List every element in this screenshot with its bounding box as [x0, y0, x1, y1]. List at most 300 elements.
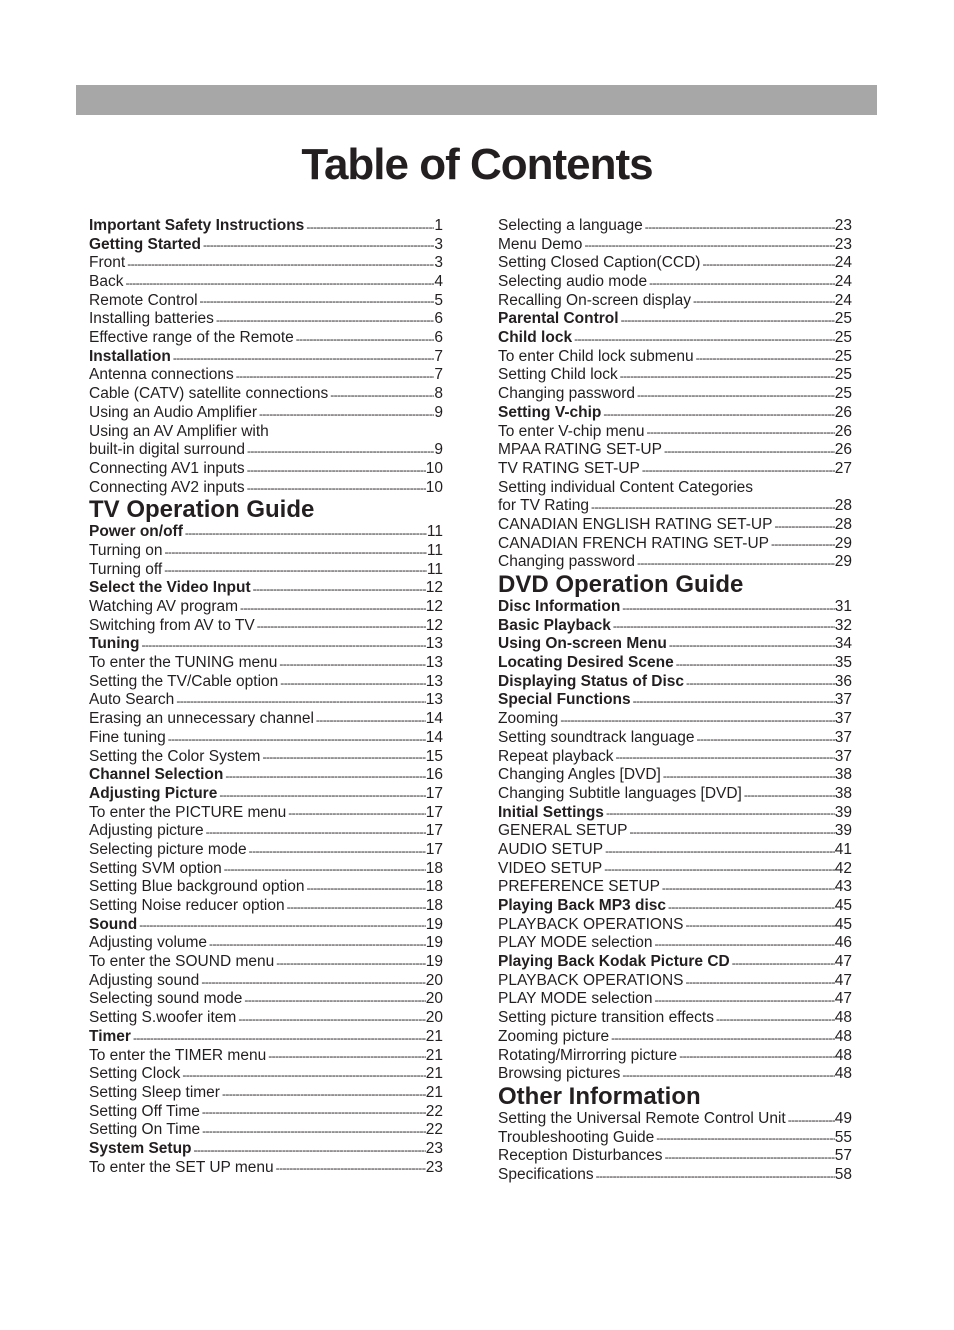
toc-entry[interactable]: [89, 329, 443, 348]
toc-entry[interactable]: [498, 516, 852, 535]
toc-entry-page: 25: [834, 366, 852, 384]
dot-leader: [620, 1068, 834, 1084]
toc-entry[interactable]: [89, 479, 443, 498]
toc-entry-page: 26: [834, 441, 852, 459]
toc-entry-title: Changing password: [498, 553, 636, 571]
toc-entry-page: 39: [834, 822, 852, 840]
toc-entry-page: 7: [434, 366, 443, 384]
toc-entry-page: 17: [425, 841, 443, 858]
toc-entry-page: 37: [834, 691, 852, 709]
toc-entry[interactable]: [498, 329, 852, 348]
dot-leader: [635, 556, 835, 572]
toc-entry-page: 20: [425, 990, 443, 1008]
toc-entry-page: 21: [425, 1065, 443, 1083]
toc-entry[interactable]: [89, 1103, 443, 1122]
toc-entry-title: Watching AV program: [89, 598, 239, 616]
dot-leader: [628, 825, 835, 841]
toc-entry-title: Important Safety Instructions: [89, 217, 305, 234]
toc-entry[interactable]: [89, 348, 443, 367]
toc-entry-title: Turning off: [89, 560, 163, 578]
toc-entry-title: Child lock: [498, 329, 573, 347]
dot-leader: [245, 444, 434, 460]
toc-entry-title: Adjusting picture: [89, 822, 204, 840]
toc-entry[interactable]: [498, 991, 852, 1010]
toc-entry[interactable]: [89, 897, 443, 916]
toc-entry-title: Displaying Status of Disc: [498, 672, 685, 690]
dot-leader: [620, 601, 834, 617]
toc-entry[interactable]: [89, 236, 443, 255]
toc-entry[interactable]: [498, 654, 852, 673]
toc-entry[interactable]: [498, 617, 852, 636]
toc-entry-title: MPAA RATING SET-UP: [498, 441, 662, 459]
toc-entry-page: 47: [834, 953, 852, 971]
dot-leader: [613, 750, 834, 766]
toc-entry[interactable]: [89, 367, 443, 386]
toc-entry[interactable]: [498, 553, 852, 572]
toc-entry-page: 46: [834, 934, 852, 952]
toc-entry[interactable]: [89, 441, 443, 460]
toc-entry[interactable]: [498, 841, 852, 860]
toc-entry-title: Tuning: [89, 635, 140, 653]
toc-entry-title: Using an AV Amplifier with: [89, 422, 269, 440]
toc-entry[interactable]: [89, 748, 443, 767]
toc-entry[interactable]: [498, 897, 852, 916]
dot-leader: [683, 975, 834, 991]
toc-entry-title: Switching from AV to TV: [89, 616, 255, 634]
toc-entry-title: Cable (CATV) satellite connections: [89, 385, 329, 403]
toc-entry[interactable]: [89, 991, 443, 1010]
toc-entry-page: 23: [834, 235, 852, 253]
toc-entry-line: [498, 479, 852, 498]
toc-entry[interactable]: [89, 972, 443, 991]
dot-leader: [274, 1161, 426, 1177]
toc-entry[interactable]: [89, 804, 443, 823]
dot-leader: [647, 276, 835, 292]
dot-leader: [661, 769, 835, 785]
toc-entry[interactable]: [498, 748, 852, 767]
dot-leader: [635, 388, 835, 404]
toc-entry[interactable]: [89, 404, 443, 423]
toc-entry[interactable]: [498, 1147, 852, 1166]
toc-entry-page: 10: [425, 478, 443, 496]
toc-entry-title: Front: [89, 254, 126, 272]
toc-entry-page: 21: [425, 1083, 443, 1101]
toc-entry-title: Select the Video Input: [89, 579, 251, 597]
dot-leader: [238, 601, 426, 617]
dot-leader: [217, 788, 425, 804]
toc-entry-line: [89, 423, 443, 442]
toc-entry-title: Changing Subtitle languages [DVD]: [498, 784, 742, 802]
toc-entry-page: 11: [426, 560, 443, 578]
toc-entry-page: 11: [426, 542, 443, 559]
dot-leader: [742, 788, 835, 804]
toc-entry-page: 27: [834, 459, 852, 477]
toc-entry-title: Disc Information: [498, 598, 621, 616]
toc-entry-title: Power on/off: [89, 523, 183, 541]
toc-entry[interactable]: [498, 404, 852, 423]
dot-leader: [140, 638, 426, 654]
toc-entry-page: 34: [834, 635, 852, 653]
toc-entry-title: Effective range of the Remote: [89, 329, 294, 347]
dot-leader: [201, 238, 434, 254]
dot-leader: [278, 676, 425, 692]
toc-entry[interactable]: [498, 1129, 852, 1148]
toc-entry[interactable]: [498, 367, 852, 386]
dot-leader: [214, 313, 434, 329]
toc-entry[interactable]: [89, 673, 443, 692]
toc-entry-page: 23: [425, 1158, 443, 1176]
toc-entry-title: Rotating/Mirrorring picture: [498, 1046, 678, 1064]
toc-entry-title: PLAY MODE selection: [498, 934, 653, 952]
toc-entry-page: 35: [834, 654, 852, 672]
toc-entry-page: 26: [834, 403, 852, 421]
toc-entry-page: 57: [834, 1147, 852, 1165]
toc-entry[interactable]: [498, 729, 852, 748]
dot-leader: [618, 369, 835, 385]
toc-entry-title: Setting individual Content Categories: [498, 478, 754, 496]
toc-entry-title: Installation: [89, 347, 171, 365]
toc-entry[interactable]: [498, 1166, 852, 1185]
toc-entry-title: Setting Sleep timer: [89, 1083, 220, 1101]
toc-entry-title: Changing Angles [DVD]: [498, 766, 661, 784]
toc-entry-page: 48: [834, 1046, 852, 1064]
toc-entry[interactable]: [498, 423, 852, 442]
toc-entry[interactable]: [498, 972, 852, 991]
toc-entry[interactable]: [498, 1110, 852, 1129]
dot-leader: [714, 1012, 835, 1028]
toc-entry-title: Browsing pictures: [498, 1065, 621, 1083]
toc-entry-title: Setting Child lock: [498, 366, 618, 384]
toc-entry-page: 25: [834, 347, 852, 365]
toc-entry[interactable]: [498, 785, 852, 804]
dot-leader: [200, 1105, 426, 1121]
dot-leader: [207, 937, 426, 953]
toc-entry-title: Selecting audio mode: [498, 273, 648, 291]
toc-entry-page: 13: [425, 672, 443, 690]
toc-entry-title: Selecting picture mode: [89, 841, 247, 858]
toc-entry-page: 24: [834, 273, 852, 291]
dot-leader: [603, 844, 835, 860]
toc-entry-page: 47: [834, 971, 852, 989]
toc-entry-page: 24: [834, 291, 852, 309]
toc-entry-page: 18: [425, 859, 443, 877]
toc-entry[interactable]: [89, 878, 443, 897]
toc-entry-title: Setting Clock: [89, 1065, 181, 1083]
dot-leader: [199, 975, 425, 991]
toc-entry[interactable]: [89, 1140, 443, 1159]
dot-leader: [700, 257, 834, 273]
toc-entry-title: TV RATING SET-UP: [498, 459, 640, 477]
toc-entry[interactable]: [498, 1028, 852, 1047]
toc-entry[interactable]: [89, 1084, 443, 1103]
toc-entry[interactable]: [89, 217, 443, 236]
dot-leader: [640, 463, 835, 479]
toc-entry-title: Sound: [89, 915, 138, 933]
toc-entry-page: 48: [834, 1009, 852, 1027]
dot-leader: [200, 1124, 426, 1140]
toc-entry[interactable]: [498, 310, 852, 329]
toc-entry[interactable]: [498, 598, 852, 617]
dot-leader: [236, 1012, 425, 1028]
dot-leader: [131, 1031, 426, 1047]
toc-entry-page: 12: [425, 579, 443, 597]
dot-leader: [198, 294, 435, 310]
dot-leader: [663, 1150, 835, 1166]
dot-leader: [594, 1169, 835, 1185]
toc-entry[interactable]: [89, 385, 443, 404]
toc-entry-page: 43: [834, 878, 852, 896]
dot-leader: [285, 900, 426, 916]
toc-entry[interactable]: [498, 273, 852, 292]
toc-entry-page: 20: [425, 1009, 443, 1027]
toc-entry-page: 3: [434, 235, 443, 253]
toc-entry-page: 18: [425, 878, 443, 896]
section-heading-dvd-operation-guide: DVD Operation Guide: [498, 571, 744, 599]
toc-entry-title: Zooming: [498, 710, 559, 728]
toc-entry-title: Timer: [89, 1027, 131, 1045]
toc-entry-page: 38: [834, 766, 852, 784]
dot-leader: [314, 713, 426, 729]
toc-entry[interactable]: [89, 254, 443, 273]
toc-entry-title: Setting the TV/Cable option: [89, 672, 279, 690]
dot-leader: [242, 993, 425, 1009]
toc-entry-title: Selecting sound mode: [89, 990, 243, 1008]
toc-entry-page: 19: [425, 953, 443, 971]
dot-leader: [266, 1049, 426, 1065]
toc-entry[interactable]: [498, 292, 852, 311]
toc-entry[interactable]: [89, 1159, 443, 1178]
toc-entry-page: 37: [834, 710, 852, 728]
toc-entry[interactable]: [498, 635, 852, 654]
toc-entry[interactable]: [498, 535, 852, 554]
toc-entry[interactable]: [89, 579, 443, 598]
toc-entry[interactable]: [89, 916, 443, 935]
dot-leader: [582, 238, 834, 254]
toc-entry-title: Antenna connections: [89, 366, 234, 384]
dot-leader: [163, 545, 427, 561]
toc-entry[interactable]: [89, 766, 443, 785]
toc-entry[interactable]: [498, 348, 852, 367]
toc-entry-page: 21: [425, 1046, 443, 1064]
toc-entry-title: Special Functions: [498, 691, 631, 709]
dot-leader: [662, 444, 835, 460]
toc-entry-title: Setting the Color System: [89, 747, 261, 765]
toc-entry[interactable]: [498, 934, 852, 953]
section-heading-tv-operation-guide: TV Operation Guide: [89, 496, 315, 524]
toc-entry-title: Playing Back Kodak Picture CD: [498, 953, 730, 971]
toc-entry[interactable]: [498, 860, 852, 879]
toc-entry-page: 12: [425, 616, 443, 634]
dot-leader: [277, 657, 425, 673]
dot-leader: [245, 481, 426, 497]
toc-entry[interactable]: [89, 822, 443, 841]
toc-entry-title: To enter the TIMER menu: [89, 1046, 267, 1064]
dot-leader: [677, 1049, 835, 1065]
dot-leader: [234, 369, 435, 385]
toc-entry[interactable]: [498, 766, 852, 785]
dot-leader: [653, 993, 835, 1009]
toc-entry[interactable]: [498, 673, 852, 692]
toc-entry-page: 12: [425, 598, 443, 616]
toc-entry-page: 41: [834, 841, 852, 858]
dot-leader: [204, 825, 426, 841]
toc-entry-title: System Setup: [89, 1140, 192, 1157]
toc-entry[interactable]: [89, 561, 443, 580]
toc-entry-title: Repeat playback: [498, 747, 614, 765]
dot-leader: [251, 582, 426, 598]
toc-entry-page: 3: [434, 254, 443, 272]
toc-entry[interactable]: [498, 460, 852, 479]
dot-leader: [171, 351, 435, 367]
toc-entry-page: 23: [425, 1140, 443, 1157]
toc-entry[interactable]: [498, 916, 852, 935]
toc-entry[interactable]: [498, 236, 852, 255]
toc-entry[interactable]: [498, 710, 852, 729]
toc-entry-title: for TV Rating: [498, 497, 590, 515]
toc-entry[interactable]: [89, 523, 443, 542]
toc-entry-page: 24: [834, 254, 852, 272]
toc-entry[interactable]: [498, 878, 852, 897]
toc-entry[interactable]: [89, 692, 443, 711]
toc-entry[interactable]: [89, 785, 443, 804]
dot-leader: [786, 1113, 835, 1129]
toc-entry[interactable]: [498, 1047, 852, 1066]
toc-entry-page: 19: [425, 915, 443, 933]
toc-entry[interactable]: [89, 729, 443, 748]
toc-entry-page: 6: [434, 310, 443, 328]
toc-entry[interactable]: [498, 385, 852, 404]
dot-leader: [604, 806, 835, 822]
toc-entry[interactable]: [498, 1009, 852, 1028]
toc-entry[interactable]: [498, 217, 852, 236]
toc-entry-page: 1: [434, 217, 443, 234]
dot-leader: [245, 463, 426, 479]
toc-entry-title: Reception Disturbances: [498, 1147, 663, 1165]
toc-entry-title: Setting Closed Caption(CCD): [498, 254, 701, 272]
toc-entry[interactable]: [89, 1009, 443, 1028]
toc-entry-title: Erasing an unnecessary channel: [89, 710, 314, 728]
dot-leader: [255, 619, 426, 635]
toc-entry[interactable]: [89, 292, 443, 311]
toc-entry[interactable]: [89, 934, 443, 953]
toc-entry[interactable]: [498, 822, 852, 841]
toc-entry-page: 19: [425, 934, 443, 952]
toc-entry[interactable]: [89, 460, 443, 479]
toc-entry-title: Setting V-chip: [498, 403, 602, 421]
toc-entry-title: Setting picture transition effects: [498, 1009, 714, 1027]
toc-entry-title: GENERAL SETUP: [498, 822, 628, 840]
toc-entry-page: 48: [834, 1027, 852, 1045]
toc-entry[interactable]: [89, 1028, 443, 1047]
toc-entry-page: 17: [425, 784, 443, 802]
dot-leader: [162, 563, 427, 579]
toc-entry-title: CANADIAN ENGLISH RATING SET-UP: [498, 516, 773, 533]
toc-entry-title: Back: [89, 273, 124, 291]
toc-entry-title: To enter the SET UP menu: [89, 1158, 274, 1176]
toc-entry[interactable]: [498, 497, 852, 516]
toc-entry-page: 38: [834, 784, 852, 802]
toc-entry-title: PLAY MODE selection: [498, 990, 653, 1008]
header-bar: [76, 85, 877, 115]
toc-entry-title: CANADIAN FRENCH RATING SET-UP: [498, 534, 769, 552]
dot-leader: [589, 500, 835, 516]
dot-leader: [183, 526, 427, 542]
toc-entry-page: 10: [425, 459, 443, 477]
toc-entry-title: Adjusting volume: [89, 934, 208, 952]
dot-leader: [609, 1031, 835, 1047]
toc-entry-page: 55: [834, 1128, 852, 1146]
toc-entry-page: 29: [834, 553, 852, 571]
toc-entry[interactable]: [89, 273, 443, 292]
toc-entry-page: 49: [834, 1109, 852, 1127]
toc-entry-page: 11: [426, 523, 443, 541]
toc-entry[interactable]: [498, 804, 852, 823]
toc-entry[interactable]: [89, 617, 443, 636]
toc-entry[interactable]: [89, 635, 443, 654]
toc-entry[interactable]: [89, 710, 443, 729]
dot-leader: [691, 294, 835, 310]
toc-entry-page: 20: [425, 971, 443, 989]
toc-entry-title: Selecting a language: [498, 217, 643, 234]
toc-entry-page: 45: [834, 915, 852, 933]
dot-leader: [294, 332, 435, 348]
toc-entry[interactable]: [89, 860, 443, 879]
toc-entry[interactable]: [89, 1121, 443, 1140]
toc-entry[interactable]: [498, 1065, 852, 1084]
dot-leader: [667, 638, 835, 654]
toc-entry-page: 39: [834, 803, 852, 821]
toc-entry[interactable]: [89, 598, 443, 617]
toc-entry-page: 29: [834, 534, 852, 552]
toc-entry-page: 17: [425, 803, 443, 821]
toc-entry[interactable]: [89, 310, 443, 329]
toc-entry[interactable]: [89, 953, 443, 972]
toc-entry-page: 42: [834, 859, 852, 877]
toc-entry-title: Setting SVM option: [89, 859, 222, 877]
toc-entry-page: 22: [425, 1102, 443, 1120]
dot-leader: [683, 918, 834, 934]
toc-entry-title: PREFERENCE SETUP: [498, 878, 660, 896]
toc-entry-title: Using an Audio Amplifier: [89, 403, 258, 421]
toc-entry-title: built-in digital surround: [89, 441, 245, 459]
toc-entry-page: 9: [434, 441, 443, 459]
toc-entry-title: Changing password: [498, 385, 636, 403]
toc-entry-title: Setting On Time: [89, 1121, 201, 1139]
dot-leader: [644, 425, 834, 441]
dot-leader: [174, 694, 425, 710]
toc-entry[interactable]: [89, 1065, 443, 1084]
toc-entry[interactable]: [498, 953, 852, 972]
dot-leader: [304, 220, 434, 236]
toc-entry-title: Setting S.woofer item: [89, 1009, 237, 1027]
toc-entry[interactable]: [89, 1047, 443, 1066]
toc-entry[interactable]: [89, 841, 443, 860]
toc-entry[interactable]: [498, 692, 852, 711]
toc-entry[interactable]: [89, 654, 443, 673]
toc-entry-page: 45: [834, 897, 852, 915]
dot-leader: [137, 918, 426, 934]
toc-entry-title: Turning on: [89, 542, 163, 559]
toc-entry[interactable]: [498, 254, 852, 273]
dot-leader: [257, 407, 434, 423]
dot-leader: [769, 537, 835, 553]
toc-entry[interactable]: [498, 441, 852, 460]
toc-entry-title: Locating Desired Scene: [498, 654, 674, 672]
toc-entry-title: To enter the TUNING menu: [89, 654, 278, 672]
toc-entry-title: Auto Search: [89, 691, 175, 709]
toc-entry[interactable]: [89, 542, 443, 561]
toc-entry-title: Specifications: [498, 1166, 594, 1183]
